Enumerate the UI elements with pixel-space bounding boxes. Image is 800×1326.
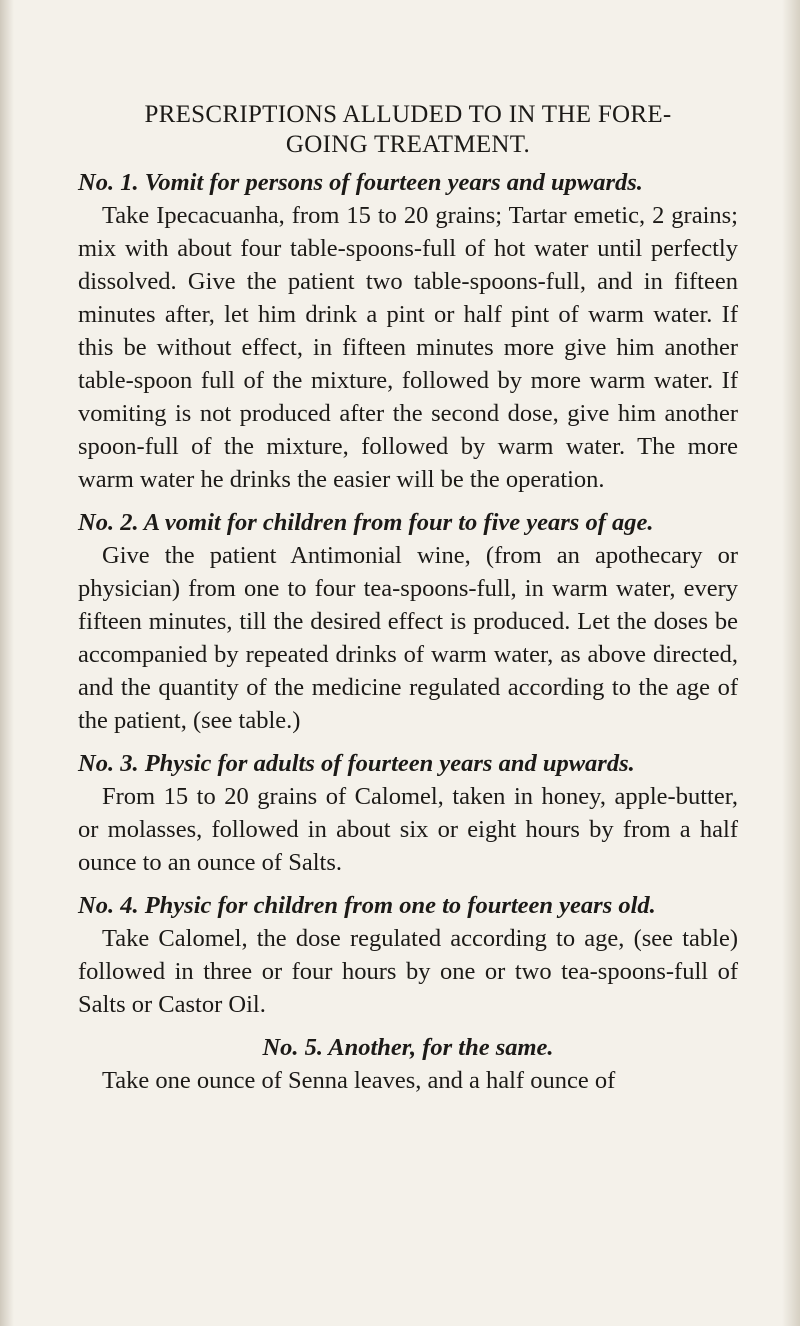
prescription-3: [78, 747, 738, 879]
heading-line-1: PRESCRIPTIONS ALLUDED TO IN THE FORE-: [144, 101, 672, 128]
prescription-2: [78, 506, 738, 737]
page-scan-shadow-left: [0, 0, 14, 1326]
prescription-2-heading: A vomit for children from four to five years of age.: [143, 509, 654, 536]
page-scan-shadow-right: [782, 0, 800, 1326]
prescription-3-number: No. 3.: [78, 750, 139, 777]
prescription-4-title: [78, 889, 738, 922]
prescription-5: [78, 1031, 738, 1097]
prescription-1-heading: Vomit for persons of fourteen years and upwards.: [144, 169, 643, 196]
prescription-4: [78, 889, 738, 1021]
prescription-1-number: No. 1.: [78, 169, 139, 196]
prescription-4-body: Take Calomel, the dose regulated according to age, (see table) followed in three or four hours by one or two tea-spoons-full of Salts or Castor Oil.: [78, 925, 738, 1018]
heading-line-2: GOING TREATMENT.: [285, 131, 531, 158]
prescription-2-title: [78, 506, 738, 539]
prescription-3-title: [78, 747, 738, 780]
prescription-5-number: No. 5.: [262, 1034, 324, 1061]
page-heading: [78, 100, 738, 160]
prescription-4-number: No. 4.: [78, 892, 139, 919]
prescription-3-body: From 15 to 20 grains of Calomel, taken in honey, apple-butter, or molasses, followed in about six or eight hours by from a half ounce to an ounce of Salts.: [78, 783, 738, 876]
prescription-5-body: Take one ounce of Senna leaves, and a half ounce of: [102, 1067, 616, 1094]
prescription-1-body: Take Ipecacuanha, from 15 to 20 grains; Tartar emetic, 2 grains; mix with about four table-spoons-full of hot water until perfectly dissolved. Give the patient two table-spoons-full, and in fifteen minutes after, let him drink a pint or half pint of warm water. If this be without effect, in fifteen minutes more give him another table-spoon full of the mixture, followed by more warm water. If vomiting is not produced after the second dose, give him another spoon-full of the mixture, followed by warm water. The more warm water he drinks the easier will be the operation.: [78, 202, 738, 493]
prescription-2-body: Give the patient Antimonial wine, (from an apothecary or physician) from one to four tea-spoons-full, in warm water, every fifteen minutes, till the desired effect is produced. Let the doses be accompanied by repeated drinks of warm water, as above directed, and the quantity of the medicine regulated according to the age of the patient, (see table.): [78, 542, 738, 734]
prescription-1-title: [78, 166, 738, 199]
prescription-5-heading: Another, for the same.: [328, 1034, 554, 1061]
document-page: [78, 100, 738, 1097]
prescription-3-heading: Physic for adults of fourteen years and upwards.: [144, 750, 635, 777]
prescription-4-heading: Physic for children from one to fourteen years old.: [144, 892, 656, 919]
prescription-5-title: [78, 1031, 738, 1064]
prescription-1: [78, 166, 738, 496]
prescription-2-number: No. 2.: [78, 509, 139, 536]
